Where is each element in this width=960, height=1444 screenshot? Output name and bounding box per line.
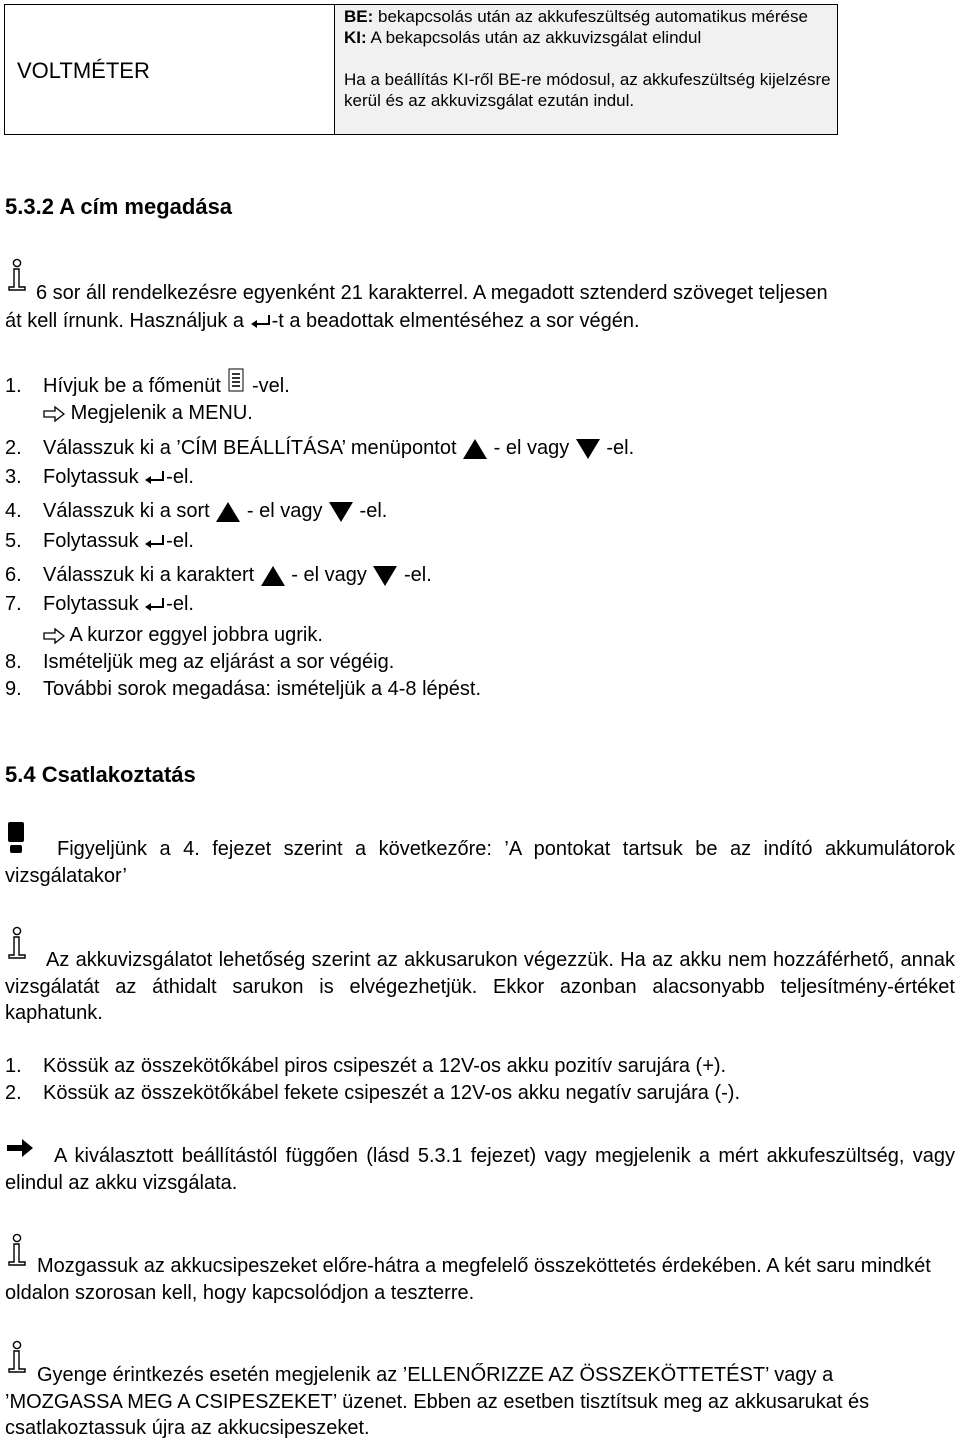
info-paragraph-4: Mozgassuk az akkucsipeszeket előre-hátra a megfelelő összeköttetés érdekében. A két saru mindkét oldalon szorosan kell, hogy kapcsolódjon a teszterre. <box>5 1255 931 1304</box>
step-1-result: Megjelenik a MENU. <box>43 400 253 426</box>
arrow-up-icon <box>462 438 488 460</box>
result-arrow-icon <box>43 627 65 645</box>
step-1: 1. Hívjuk be a főmenüt -vel. <box>5 368 290 399</box>
step-7: 7. Folytassuk -el. <box>5 593 194 615</box>
connect-step-1: 1. Kössük az összekötőkábel piros csipeszét a 12V-os akku pozitív sarujára (+). <box>5 1055 727 1077</box>
step-7-result: A kurzor eggyel jobbra ugrik. <box>43 622 323 648</box>
section-54-title: 5.4 Csatlakoztatás <box>5 762 196 787</box>
enter-key-icon <box>144 470 166 486</box>
step-6: 6. Válasszuk ki a karaktert - el vagy -el. <box>5 564 432 586</box>
info-paragraph-1: 6 sor áll rendelkezésre egyenként 21 karakterrel. A megadott sztenderd szöveget teljesen <box>36 282 828 304</box>
info-icon <box>6 258 28 292</box>
enter-key-icon <box>144 597 166 613</box>
table-description-cell <box>335 5 837 134</box>
change-note: Ha a beállítás KI-ről BE-re módosul, az akkufeszültség kijelzésre kerül és az akkuvizsgálat ezután indul. <box>344 70 831 110</box>
result-arrow-icon <box>43 405 65 423</box>
connect-step-2: 2. Kössük az összekötőkábel fekete csipeszét a 12V-os akku negatív sarujára (-). <box>5 1082 741 1104</box>
info-paragraph-3: Az akkuvizsgálatot lehetőség szerint az akkusarukon végezzük. Ha az akku nem hozzáférhető, annak vizsgálatát az áthidalt sarukon is elvégezhetjük. Ekkor azonban alacsonyabb teljesítmény-értéket kaphatunk. <box>5 949 955 1024</box>
section-532-title: 5.3.2 A cím megadása <box>5 194 233 219</box>
warning-paragraph: Figyeljünk a 4. fejezet szerint a következőre: ’A pontokat tartsuk be az indító akkumulátorok vizsgálatakor’ <box>5 838 955 887</box>
step-5: 5. Folytassuk -el. <box>5 530 194 552</box>
info-paragraph-5: Gyenge érintkezés esetén megjelenik az ’ELLENŐRIZZE AZ ÖSSZEKÖTTETÉST’ vagy a ’MOZGASSA MEG A CSIPESZEKET’ üzenet. Ebben az esetben tisztítsuk meg az akkusarukat és csatlakoztassuk újra az akkucsipeszeket. <box>5 1364 870 1439</box>
info-paragraph-2: át kell írnunk. Használjuk a -t a beadottak elmentéséhez a sor végén. <box>5 310 640 332</box>
enter-key-icon <box>250 314 272 330</box>
arrow-down-icon <box>372 565 398 587</box>
step-2: 2. Válasszuk ki a ’CÍM BEÁLLÍTÁSA’ menüpontot - el vagy -el. <box>5 437 635 459</box>
ki-description: KI: A bekapcsolás után az akkuvizsgálat elindul <box>344 28 702 47</box>
step-4: 4. Válasszuk ki a sort - el vagy -el. <box>5 500 388 522</box>
step-9: 9. További sorok megadása: ismételjük a 4-8 lépést. <box>5 678 482 700</box>
arrow-down-icon <box>328 501 354 523</box>
enter-key-icon <box>144 534 166 550</box>
result-paragraph: A kiválasztott beállítástól függően (lásd 5.3.1 fejezet) vagy megjelenik a mért akkufeszültség, vagy elindul az akku vizsgálata. <box>5 1145 955 1194</box>
arrow-down-icon <box>575 438 601 460</box>
arrow-up-icon <box>215 501 241 523</box>
step-3: 3. Folytassuk -el. <box>5 466 194 488</box>
table-label-cell <box>5 5 335 134</box>
voltmeter-label: VOLTMÉTER <box>17 58 150 83</box>
menu-icon <box>226 368 246 394</box>
arrow-up-icon <box>260 565 286 587</box>
be-description: BE: bekapcsolás után az akkufeszültség automatikus mérése <box>344 7 808 26</box>
settings-table <box>4 4 838 135</box>
step-8: 8. Ismételjük meg az eljárást a sor végéig. <box>5 651 395 673</box>
